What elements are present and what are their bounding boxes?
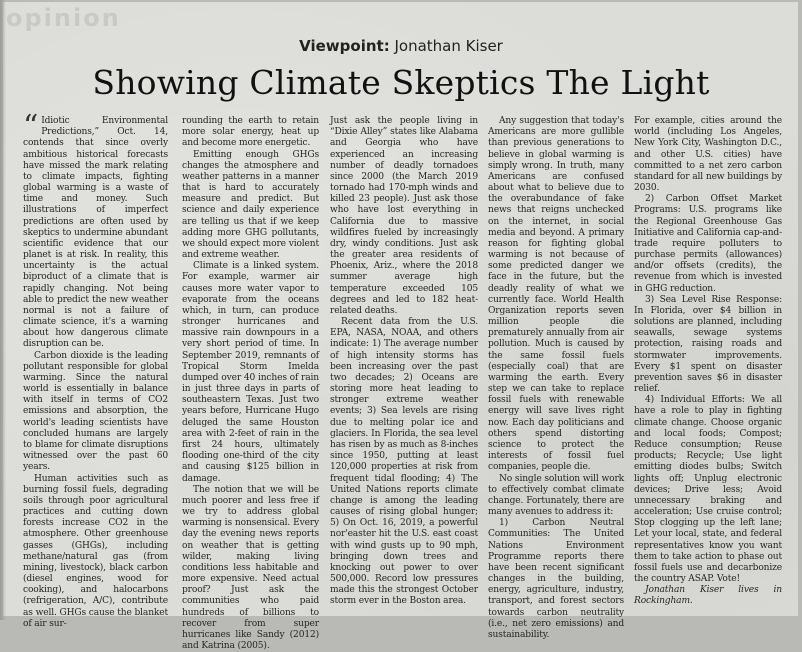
byline — [0, 37, 802, 55]
paragraph: For example, cities around the world (including Los Angeles, New York City, Washington D.C., and other U.S. cities) have committed to a net zero carbon standard for all new buildings by 2030. — [634, 116, 782, 194]
article-column-4 — [488, 116, 624, 640]
opening-quote-mark: “ — [23, 109, 39, 144]
article-column-5 — [634, 116, 782, 607]
paragraph: No single solution will work to effectively combat climate change. Fortunately, there are many avenues to address it: — [488, 473, 624, 518]
paragraph: Climate is a linked system. For example, warmer air causes more water vapor to evaporate from the oceans which, in turn, can produce stronger hurricanes and massive rain downpours in a very short period of time. In September 2019, remnants of Tropical Storm Imelda dumped over 40 inches of rain in just three days in parts of southeastern Texas. Just two years before, Hurricane Hugo deluged the same Houston area with 2-feet of rain in the first 24 hours, ultimately flooding one-third of the city and causing $125 billion in damage. — [182, 261, 319, 484]
paragraph: Idiotic Environmental Predictions,” Oct. 14, contends that since overly ambitious historical forecasts have missed the mark relating to climate impacts, fighting global warming is a waste of time and money. Such illustrations of imperfect predictions are often used by skeptics to undermine abundant scientific evidence that our planet is at risk. In reality, this uncertainty is the actual biproduct of a climate that is rapidly changing. Not being able to predict the new weather normal is not a failure of climate science, it's a warning about how dangerous climate disruption can be. — [23, 116, 168, 350]
byline-author: Jonathan Kiser — [394, 37, 503, 55]
paragraph: Just ask the people living in “Dixie Alley” states like Alabama and Georgia who have experienced an increasing number of deadly tornadoes since 2000 (the March 2019 tornado had 170-mph winds and killed 23 people). Just ask those who have lost everything in California due to massive wildfires fueled by increasingly dry, windy conditions. Just ask the greater area residents of Phoenix, Ariz., where the 2018 summer average high temperature exceeded 105 degrees and led to 182 heat-related deaths. — [330, 116, 478, 316]
paragraph: 2) Carbon Offset Market Programs: U.S. programs like the Regional Greenhouse Gas Initiative and California cap-and-trade require polluters to purchase permits (allowances) and/or offsets (credits), the revenue from which is invested in GHG reduction. — [634, 194, 782, 294]
paragraph: 3) Sea Level Rise Response: In Florida, over $4 billion in solutions are planned, including seawalls, sewage systems protection, raising roads and stormwater improvements. Every $1 spent on disaster prevention saves $6 in disaster relief. — [634, 294, 782, 395]
paragraph: 1) Carbon Neutral Communities: The United Nations Environment Programme reports there have been recent significant changes in the building, energy, agriculture, industry, transport, and forest sectors towards carbon neutrality (i.e., net zero emissions) and sustainability. — [488, 518, 624, 640]
paragraph: Recent data from the U.S. EPA, NASA, NOAA, and others indicate: 1) The average number of high intensity storms has been increasing over the past two decades; 2) Oceans are storing more heat leading to stronger extreme weather events; 3) Sea levels are rising due to melting polar ice and glaciers. In Florida, the sea level has risen by as much as 8-inches since 1950, putting at least 120,000 properties at risk from frequent tidal flooding; 4) The United Nations reports climate change is among the leading causes of rising global hunger; 5) On Oct. 16, 2019, a powerful nor'easter hit the U.S. east coast with wind gusts up to 90 mph, bringing down trees and knocking out power to over 500,000. Record low pressures made this the strongest October storm ever in the Boston area. — [330, 317, 478, 607]
headline: Showing Climate Skeptics The Light — [92, 63, 710, 102]
article-column-1 — [23, 109, 168, 629]
paragraph: Human activities such as burning fossil fuels, degrading soils through poor agricultural practices and cutting down forests increase CO2 in the atmosphere. Other greenhouse gasses (GHGs), including methane/natural gas (from mining, livestock), black carbon (diesel engines, wood for cooking), and halocarbons (refrigeration, A/C), contribute as well. GHGs cause the blanket of air sur- — [23, 473, 168, 629]
paragraph: Emitting enough GHGs changes the atmosphere and weather patterns in a manner that is hard to accurately measure and predict. But science and daily experience are telling us that if we keep adding more GHG pollutants, we should expect more violent and extreme weather. — [182, 149, 319, 261]
author-bio: Jonathan Kiser lives in Rockingham. — [634, 585, 782, 607]
paragraph: rounding the earth to retain more solar energy, heat up and become more energetic. — [182, 116, 319, 149]
paragraph: Carbon dioxide is the leading pollutant responsible for global warming. Since the natural world is essentially in balance with itself in terms of CO2 emissions and absorption, the world's leading scientists have concluded humans are largely to blame for climate disruptions witnessed over the past 60 years. — [23, 350, 168, 473]
paragraph: 4) Individual Efforts: We all have a role to play in fighting climate change. Choose organic and local foods; Compost; Reduce consumption; Reuse products; Recycle; Use light emitting diodes bulbs; Switch lights off; Unplug electronic devices; Drive less; Avoid unnecessary braking and acceleration; Use cruise control; Stop clogging up the left lane; Let your local, state, and federal representatives know you want them to take action to phase out fossil fuels use and decarbonize the country ASAP. Vote! — [634, 395, 782, 585]
article-column-2 — [182, 116, 319, 652]
paragraph: Any suggestion that today's Americans are more gullible than previous generations to believe in global warming is simply wrong. In truth, many Americans are confused about what to believe due to the overabundance of fake news that reigns unchecked on the internet, in social media and beyond. A primary reason for fighting global warming is not because of some predicted danger we face in the future, but the deadly reality of what we currently face. World Health Organization reports seven million people die prematurely annually from air pollution. Much is caused by the same fossil fuels (especially coal) that are warming the earth. Every step we can take to replace fossil fuels with renewable energy will save lives right now. Each day politicians and others spend distorting science to protect the interests of fossil fuel companies, people die. — [488, 116, 624, 473]
paragraph: The notion that we will be much poorer and less free if we try to address global warming is nonsensical. Every day the evening news reports on weather that is getting wilder, making living conditions less habitable and more expensive. Need actual proof? Just ask the communities who paid hundreds of billions to recover from super hurricanes like Sandy (2012) and Katrina (2005). — [182, 484, 319, 652]
byline-label: Viewpoint: — [299, 37, 390, 55]
bleed-through-text: opinion — [6, 4, 121, 32]
article-column-3 — [330, 116, 478, 607]
